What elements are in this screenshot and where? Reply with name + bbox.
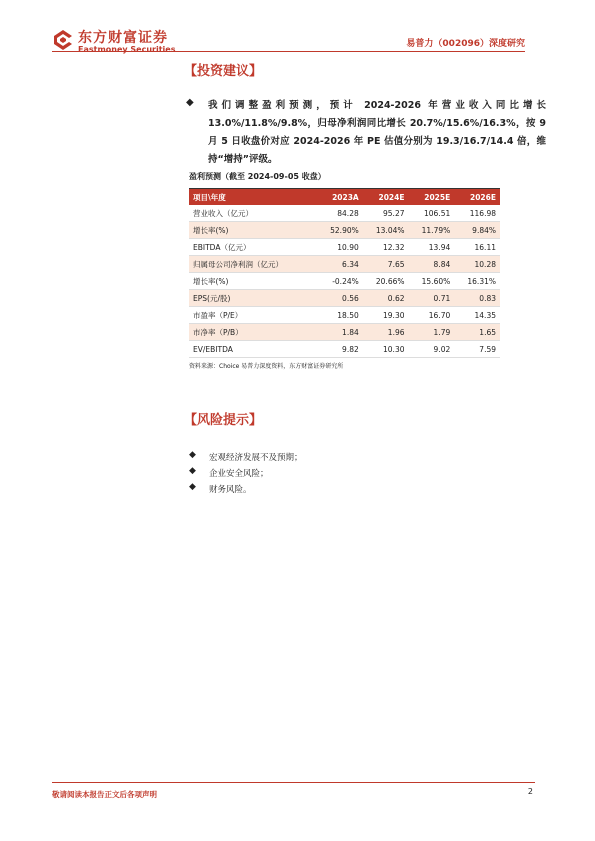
value-cell: 0.83 — [454, 290, 500, 307]
page-number: 2 — [527, 787, 533, 796]
value-cell: 12.32 — [363, 239, 409, 256]
diamond-bullet-icon: ◆ — [189, 482, 196, 492]
header-divider — [52, 51, 525, 52]
risk-heading: 【风险提示】 — [184, 413, 263, 428]
investment-advice-block — [186, 97, 546, 169]
value-cell: 10.28 — [454, 256, 500, 273]
diamond-bullet-icon: ◆ — [186, 97, 194, 108]
row-label-cell: EV/EBITDA — [189, 341, 317, 358]
table-row — [189, 205, 500, 222]
value-cell: 0.71 — [409, 290, 455, 307]
table-row — [189, 256, 500, 273]
row-label-cell: 增长率(%) — [189, 222, 317, 239]
row-label-cell: 归属母公司净利润（亿元） — [189, 256, 317, 273]
value-cell: 13.04% — [363, 222, 409, 239]
value-cell: 0.62 — [363, 290, 409, 307]
value-cell: 19.30 — [363, 307, 409, 324]
forecast-table — [189, 188, 500, 358]
investment-advice-text: 我们调整盈利预测，预计 2024-2026 年营业收入同比增长13.0%/11.8%/9.8%，归母净利润同比增长 20.7%/15.6%/16.3%，按 9 月 5 日收盘价对应 2024-2026 年 PE 估值分别为 19.3/16.7/14.4 倍，维持“增持”评级。 — [208, 100, 546, 165]
value-cell: 18.50 — [317, 307, 363, 324]
logo-english-name: Eastmoney Securities — [78, 45, 176, 54]
value-cell: 7.65 — [363, 256, 409, 273]
risk-item-text: 宏观经济发展不及预期； — [209, 453, 303, 463]
table-row — [189, 290, 500, 307]
value-cell: 16.70 — [409, 307, 455, 324]
value-cell: 16.31% — [454, 273, 500, 290]
header-cell: 项目\年度 — [193, 192, 226, 202]
value-cell: 14.35 — [454, 307, 500, 324]
footer-disclaimer: 敬请阅读本报告正文后各项声明 — [52, 790, 157, 799]
eastmoney-logo-icon — [52, 29, 74, 51]
value-cell: 13.94 — [409, 239, 455, 256]
value-cell: 10.90 — [317, 239, 363, 256]
value-cell: 10.30 — [363, 341, 409, 358]
investment-advice-heading: 【投资建议】 — [184, 64, 263, 79]
row-label-cell: 市净率（P/B） — [189, 324, 317, 341]
forecast-table-header-row — [189, 189, 500, 206]
value-cell: 106.51 — [409, 205, 455, 222]
row-label-cell: EBITDA（亿元） — [189, 239, 317, 256]
value-cell: 15.60% — [409, 273, 455, 290]
forecast-table-title: 盈利预测（截至 2024-09-05 收盘） — [189, 172, 326, 181]
report-tag: 易普力（002096）深度研究 — [406, 39, 525, 49]
table-row — [189, 222, 500, 239]
value-cell: 6.34 — [317, 256, 363, 273]
value-cell: 11.79% — [409, 222, 455, 239]
value-cell: 7.59 — [454, 341, 500, 358]
value-cell: 1.65 — [454, 324, 500, 341]
value-cell: 84.28 — [317, 205, 363, 222]
value-cell: 9.84% — [454, 222, 500, 239]
value-cell: 1.84 — [317, 324, 363, 341]
value-cell: 9.02 — [409, 341, 455, 358]
header-cell: 2023A — [332, 192, 359, 202]
header-cell: 2024E — [378, 192, 405, 202]
value-cell: 9.82 — [317, 341, 363, 358]
row-label-cell: 市盈率（P/E） — [189, 307, 317, 324]
value-cell: 1.96 — [363, 324, 409, 341]
diamond-bullet-icon: ◆ — [189, 450, 196, 460]
diamond-bullet-icon: ◆ — [189, 466, 196, 476]
row-label-cell: EPS(元/股) — [189, 290, 317, 307]
table-row — [189, 239, 500, 256]
table-row — [189, 324, 500, 341]
value-cell: -0.24% — [317, 273, 363, 290]
risk-item-text: 企业安全风险； — [209, 469, 269, 479]
table-row — [189, 341, 500, 358]
value-cell: 16.11 — [454, 239, 500, 256]
value-cell: 95.27 — [363, 205, 409, 222]
value-cell: 0.56 — [317, 290, 363, 307]
footer-divider — [52, 782, 535, 783]
value-cell: 8.84 — [409, 256, 455, 273]
risk-item-text: 财务风险。 — [209, 485, 252, 495]
table-row — [189, 307, 500, 324]
table-row — [189, 273, 500, 290]
logo-chinese-name: 东方财富证券 — [78, 30, 168, 46]
table-source-note: 资料来源：Choice 易普力深度资料，东方财富证券研究所 — [189, 363, 344, 370]
header-cell: 2026E — [470, 192, 496, 202]
value-cell: 52.90% — [317, 222, 363, 239]
row-label-cell: 营业收入（亿元） — [189, 205, 317, 222]
value-cell: 116.98 — [454, 205, 500, 222]
row-label-cell: 增长率(%) — [189, 273, 317, 290]
header-cell: 2025E — [424, 192, 451, 202]
value-cell: 20.66% — [363, 273, 409, 290]
value-cell: 1.79 — [409, 324, 455, 341]
